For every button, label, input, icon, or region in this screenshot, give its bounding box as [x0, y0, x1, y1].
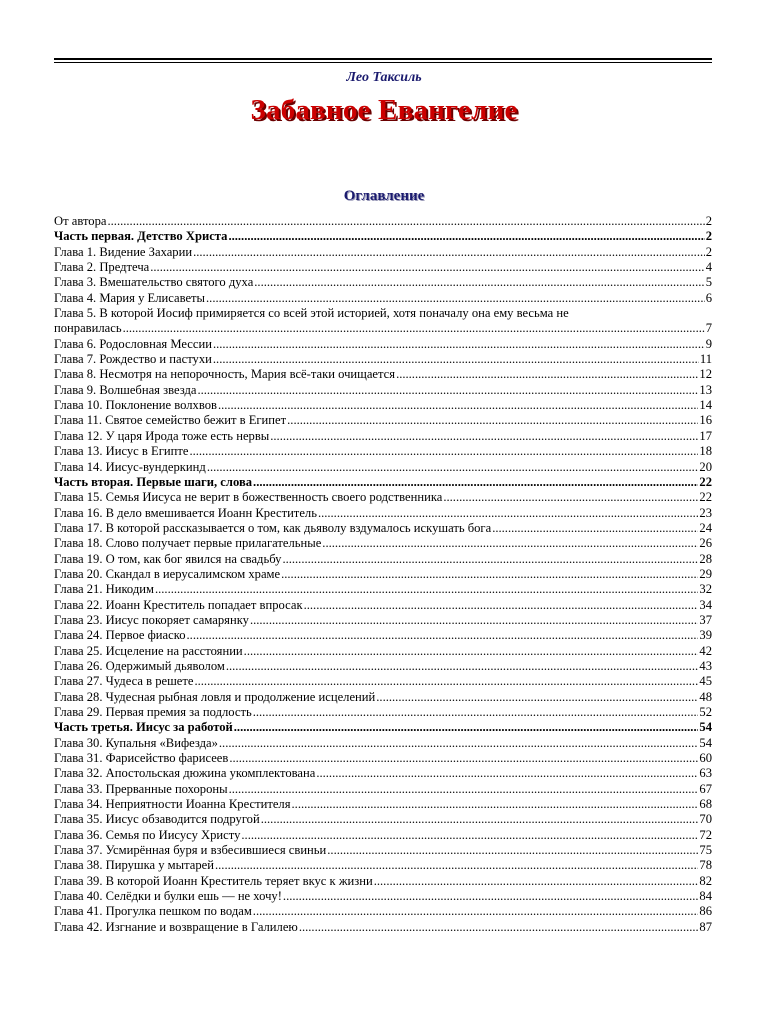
- toc-page-number: 67: [699, 781, 712, 796]
- toc-page-number: 72: [699, 827, 712, 842]
- toc-dot-leader: [194, 674, 698, 689]
- toc-page-number: 78: [699, 858, 712, 873]
- toc-page-number: 26: [699, 536, 712, 551]
- toc-entry[interactable]: [54, 398, 712, 413]
- toc-page-number: 2: [705, 214, 712, 228]
- toc-dot-leader: [253, 904, 699, 919]
- toc-entry-label: Глава 33. Прерванные похороны: [54, 781, 228, 796]
- toc-entry-label: Глава 14. Иисус-вундеркинд: [54, 459, 206, 474]
- toc-entry[interactable]: [54, 797, 712, 812]
- toc-dot-leader: [374, 874, 699, 889]
- toc-page-number: 2: [705, 244, 712, 259]
- toc-entry[interactable]: [54, 828, 712, 843]
- toc-part-entry[interactable]: [54, 475, 712, 490]
- toc-entry[interactable]: [54, 429, 712, 444]
- toc-entry[interactable]: [54, 291, 712, 306]
- toc-page-number: 82: [699, 873, 712, 888]
- toc-entry-label: Глава 1. Видение Захарии: [54, 244, 193, 259]
- toc-dot-leader: [253, 705, 699, 720]
- toc-entry-label[interactable]: Глава 5. В которой Иосиф примиряется со всей этой историей, хотя поначалу она ему весьма не: [54, 306, 569, 321]
- toc-dot-leader: [281, 567, 698, 582]
- toc-page-number: 22: [699, 490, 712, 505]
- toc-dot-leader: [270, 429, 698, 444]
- toc-dot-leader: [396, 367, 698, 382]
- toc-entry-label: Глава 7. Рождество и пастухи: [54, 352, 212, 367]
- toc-page-number: 9: [705, 336, 712, 351]
- toc-entry-label: Глава 21. Никодим: [54, 582, 154, 597]
- toc-entry[interactable]: [54, 460, 712, 475]
- toc-entry-label: Глава 22. Иоанн Креститель попадает впросак: [54, 597, 303, 612]
- toc-page-number: 18: [699, 444, 712, 459]
- toc-entry-label: Глава 40. Селёдки и булки ешь — не хочу!: [54, 889, 282, 904]
- toc-entry[interactable]: [54, 214, 712, 229]
- toc-entry[interactable]: [54, 490, 712, 505]
- toc-entry-label: Глава 36. Семья по Иисусу Христу: [54, 827, 241, 842]
- toc-entry[interactable]: [54, 521, 712, 536]
- toc-entry-label: Глава 34. Неприятности Иоанна Крестителя: [54, 797, 291, 812]
- toc-dot-leader: [150, 260, 704, 275]
- toc-dot-leader: [304, 598, 699, 613]
- toc-entry[interactable]: [54, 536, 712, 551]
- toc-page-number: 54: [699, 735, 712, 750]
- toc-dot-leader: [123, 321, 705, 336]
- toc-page-number: 87: [699, 919, 712, 934]
- toc-entry-label: Глава 12. У царя Ирода тоже есть нервы: [54, 428, 270, 443]
- toc-page-number: 32: [699, 582, 712, 597]
- toc-dot-leader: [327, 843, 698, 858]
- toc-entry[interactable]: [54, 567, 712, 582]
- toc-entry-label: Глава 39. В которой Иоанн Креститель теряет вкус к жизни: [54, 873, 373, 888]
- toc-dot-leader: [241, 828, 698, 843]
- toc-entry-label: Часть вторая. Первые шаги, слова: [54, 474, 253, 489]
- toc-dot-leader: [234, 720, 699, 735]
- table-of-contents: [54, 214, 712, 935]
- toc-entry[interactable]: [54, 920, 712, 935]
- toc-entry-label: Глава 23. Иисус покоряет самарянку: [54, 612, 249, 627]
- toc-entry[interactable]: [54, 337, 712, 352]
- author-name: Лео Таксиль: [346, 70, 422, 85]
- toc-entry-label: Глава 41. Прогулка пешком по водам: [54, 904, 252, 919]
- toc-entry[interactable]: [54, 552, 712, 567]
- toc-entry[interactable]: [54, 766, 712, 781]
- toc-page-number: 70: [699, 812, 712, 827]
- toc-page-number: 48: [699, 689, 712, 704]
- top-rule-thick: [54, 58, 712, 60]
- toc-entry-label: Глава 42. Изгнание и возвращение в Галилею: [54, 919, 298, 934]
- toc-entry[interactable]: [54, 690, 712, 705]
- toc-entry-label: Глава 29. Первая премия за подлость: [54, 705, 252, 719]
- toc-entry[interactable]: [54, 598, 712, 613]
- top-rule-thin: [54, 62, 712, 63]
- toc-entry-label: Глава 11. Святое семейство бежит в Египет: [54, 413, 287, 428]
- toc-entry[interactable]: [54, 644, 712, 659]
- toc-entry-label: Глава 24. Первое фиаско: [54, 628, 186, 643]
- toc-entry[interactable]: [54, 843, 712, 858]
- toc-dot-leader: [283, 889, 698, 904]
- toc-dot-leader: [292, 797, 699, 812]
- toc-page-number: 11: [699, 352, 712, 367]
- toc-entry-label: Глава 30. Купальня «Вифезда»: [54, 735, 218, 750]
- toc-entry-label: Глава 31. Фарисейство фарисеев: [54, 751, 229, 766]
- toc-entry-label: Глава 19. О том, как бог явился на свадьбу: [54, 551, 282, 566]
- toc-dot-leader: [213, 337, 705, 352]
- toc-dot-leader: [322, 536, 698, 551]
- toc-page-number: 22: [699, 474, 712, 489]
- toc-page-number: 20: [699, 459, 712, 474]
- toc-dot-leader: [261, 812, 699, 827]
- toc-dot-leader: [250, 613, 698, 628]
- toc-entry-label: Глава 8. Несмотря на непорочность, Мария всё-таки очищается: [54, 367, 396, 382]
- toc-dot-leader: [229, 782, 699, 797]
- toc-dot-leader: [226, 659, 699, 674]
- toc-entry[interactable]: [54, 613, 712, 628]
- toc-page-number: 39: [699, 628, 712, 643]
- toc-entry[interactable]: [54, 506, 712, 521]
- toc-page-number: 42: [699, 643, 712, 658]
- toc-entry[interactable]: [54, 874, 712, 889]
- toc-page-number: 75: [699, 843, 712, 858]
- toc-entry[interactable]: [54, 582, 712, 597]
- toc-page-number: 29: [699, 566, 712, 581]
- toc-page-number: 16: [699, 413, 712, 428]
- toc-entry[interactable]: [54, 628, 712, 643]
- toc-dot-leader: [187, 628, 699, 643]
- toc-dot-leader: [206, 291, 705, 306]
- toc-dot-leader: [376, 690, 698, 705]
- toc-dot-leader: [287, 413, 698, 428]
- toc-entry-label: Глава 15. Семья Иисуса не верит в божественность своего родственника: [54, 490, 443, 505]
- toc-entry-label: Глава 16. В дело вмешивается Иоанн Креститель: [54, 505, 317, 520]
- toc-dot-leader: [244, 644, 699, 659]
- toc-dot-leader: [193, 245, 705, 260]
- toc-page-number: 12: [699, 367, 712, 382]
- toc-entry-label: Глава 13. Иисус в Египте: [54, 444, 189, 459]
- toc-dot-leader: [229, 751, 698, 766]
- toc-page-number: 34: [699, 597, 712, 612]
- toc-dot-leader: [108, 214, 705, 229]
- toc-page-number: 68: [699, 797, 712, 812]
- toc-entry-label: Глава 10. Поклонение волхвов: [54, 398, 217, 413]
- toc-entry-label: Глава 17. В которой рассказывается о том, как дьяволу вздумалось искушать бога: [54, 520, 492, 535]
- toc-entry[interactable]: [54, 782, 712, 797]
- toc-dot-leader: [189, 444, 698, 459]
- toc-page-number: 7: [705, 321, 712, 336]
- toc-entry[interactable]: [54, 245, 712, 260]
- toc-dot-leader: [254, 275, 704, 290]
- toc-entry[interactable]: [54, 383, 712, 398]
- toc-entry[interactable]: [54, 889, 712, 904]
- toc-part-entry[interactable]: [54, 229, 712, 244]
- toc-dot-leader: [282, 552, 698, 567]
- toc-entry-label: Глава 32. Апостольская дюжина укомплектована: [54, 766, 316, 781]
- toc-page-number: 23: [699, 505, 712, 520]
- toc-page-number: 4: [705, 260, 712, 275]
- toc-dot-leader: [207, 460, 699, 475]
- toc-dot-leader: [228, 229, 704, 244]
- toc-dot-leader: [253, 475, 698, 490]
- toc-page-number: 43: [699, 658, 712, 673]
- toc-page-number: 63: [699, 766, 712, 781]
- toc-entry[interactable]: [54, 751, 712, 766]
- toc-page-number: 6: [705, 290, 712, 305]
- toc-entry-label: Глава 2. Предтеча: [54, 260, 150, 275]
- toc-entry-label: Глава 3. Вмешательство святого духа: [54, 275, 254, 290]
- toc-page-number: 54: [699, 720, 712, 735]
- toc-entry[interactable]: [54, 904, 712, 919]
- toc-page-number: 13: [699, 382, 712, 397]
- toc-entry-label: Глава 4. Мария у Елисаветы: [54, 290, 206, 305]
- toc-entry-label: Глава 25. Исцеление на расстоянии: [54, 643, 243, 658]
- toc-entry-label: Глава 6. Родословная Мессии: [54, 336, 212, 351]
- toc-entry[interactable]: [54, 444, 712, 459]
- toc-dot-leader: [213, 352, 699, 367]
- toc-dot-leader: [443, 490, 698, 505]
- toc-page-number: 60: [699, 751, 712, 766]
- toc-entry[interactable]: [54, 812, 712, 827]
- toc-entry[interactable]: [54, 736, 712, 751]
- toc-entry-label: Глава 27. Чудеса в решете: [54, 674, 194, 689]
- toc-entry[interactable]: [54, 367, 712, 382]
- book-title: Забавное Евангелие: [250, 94, 518, 126]
- toc-page-number: 17: [699, 428, 712, 443]
- toc-entry-label: Часть третья. Иисус за работой: [54, 720, 233, 735]
- toc-dot-leader: [492, 521, 698, 536]
- toc-dot-leader: [215, 858, 698, 873]
- toc-dot-leader: [219, 736, 699, 751]
- toc-entry[interactable]: [54, 260, 712, 275]
- toc-entry[interactable]: [54, 413, 712, 428]
- toc-page-number: 28: [699, 551, 712, 566]
- toc-page-number: 45: [699, 674, 712, 689]
- toc-page-number: 2: [705, 229, 712, 244]
- toc-entry-label: Глава 20. Скандал в иерусалимском храме: [54, 566, 281, 581]
- toc-entry-label: Глава 35. Иисус обзаводится подругой: [54, 812, 260, 827]
- toc-heading: Оглавление: [343, 188, 425, 204]
- toc-entry[interactable]: [54, 858, 712, 873]
- toc-entry-label: Часть первая. Детство Христа: [54, 229, 228, 244]
- toc-dot-leader: [316, 766, 698, 781]
- toc-page-number: 84: [699, 889, 712, 904]
- toc-dot-leader: [318, 506, 698, 521]
- toc-page-number: 5: [705, 275, 712, 290]
- toc-page-number: 14: [699, 398, 712, 413]
- toc-entry-label: Глава 26. Одержимый дьяволом: [54, 658, 225, 673]
- toc-entry[interactable]: [54, 321, 712, 336]
- toc-entry-label: понравилась: [54, 321, 122, 336]
- toc-entry-label: От автора: [54, 214, 107, 228]
- toc-page-number: 86: [699, 904, 712, 919]
- toc-entry[interactable]: [54, 705, 712, 720]
- toc-entry-label: Глава 37. Усмирённая буря и взбесившиеся свиньи: [54, 843, 327, 858]
- toc-entry-label: Глава 38. Пирушка у мытарей: [54, 858, 214, 873]
- toc-entry-label: Глава 28. Чудесная рыбная ловля и продолжение исцелений: [54, 689, 376, 704]
- toc-page-number: 24: [699, 520, 712, 535]
- toc-dot-leader: [155, 582, 698, 597]
- toc-entry[interactable]: [54, 674, 712, 689]
- toc-entry[interactable]: [54, 659, 712, 674]
- toc-entry[interactable]: [54, 275, 712, 290]
- toc-dot-leader: [299, 920, 699, 935]
- toc-dot-leader: [218, 398, 698, 413]
- toc-entry-label: Глава 9. Волшебная звезда: [54, 382, 197, 397]
- toc-entry-label: Глава 18. Слово получает первые прилагательные: [54, 536, 322, 551]
- toc-page-number: 52: [699, 705, 712, 719]
- toc-dot-leader: [197, 383, 698, 398]
- toc-page-number: 37: [699, 612, 712, 627]
- toc-part-entry[interactable]: [54, 720, 712, 735]
- toc-entry[interactable]: [54, 352, 712, 367]
